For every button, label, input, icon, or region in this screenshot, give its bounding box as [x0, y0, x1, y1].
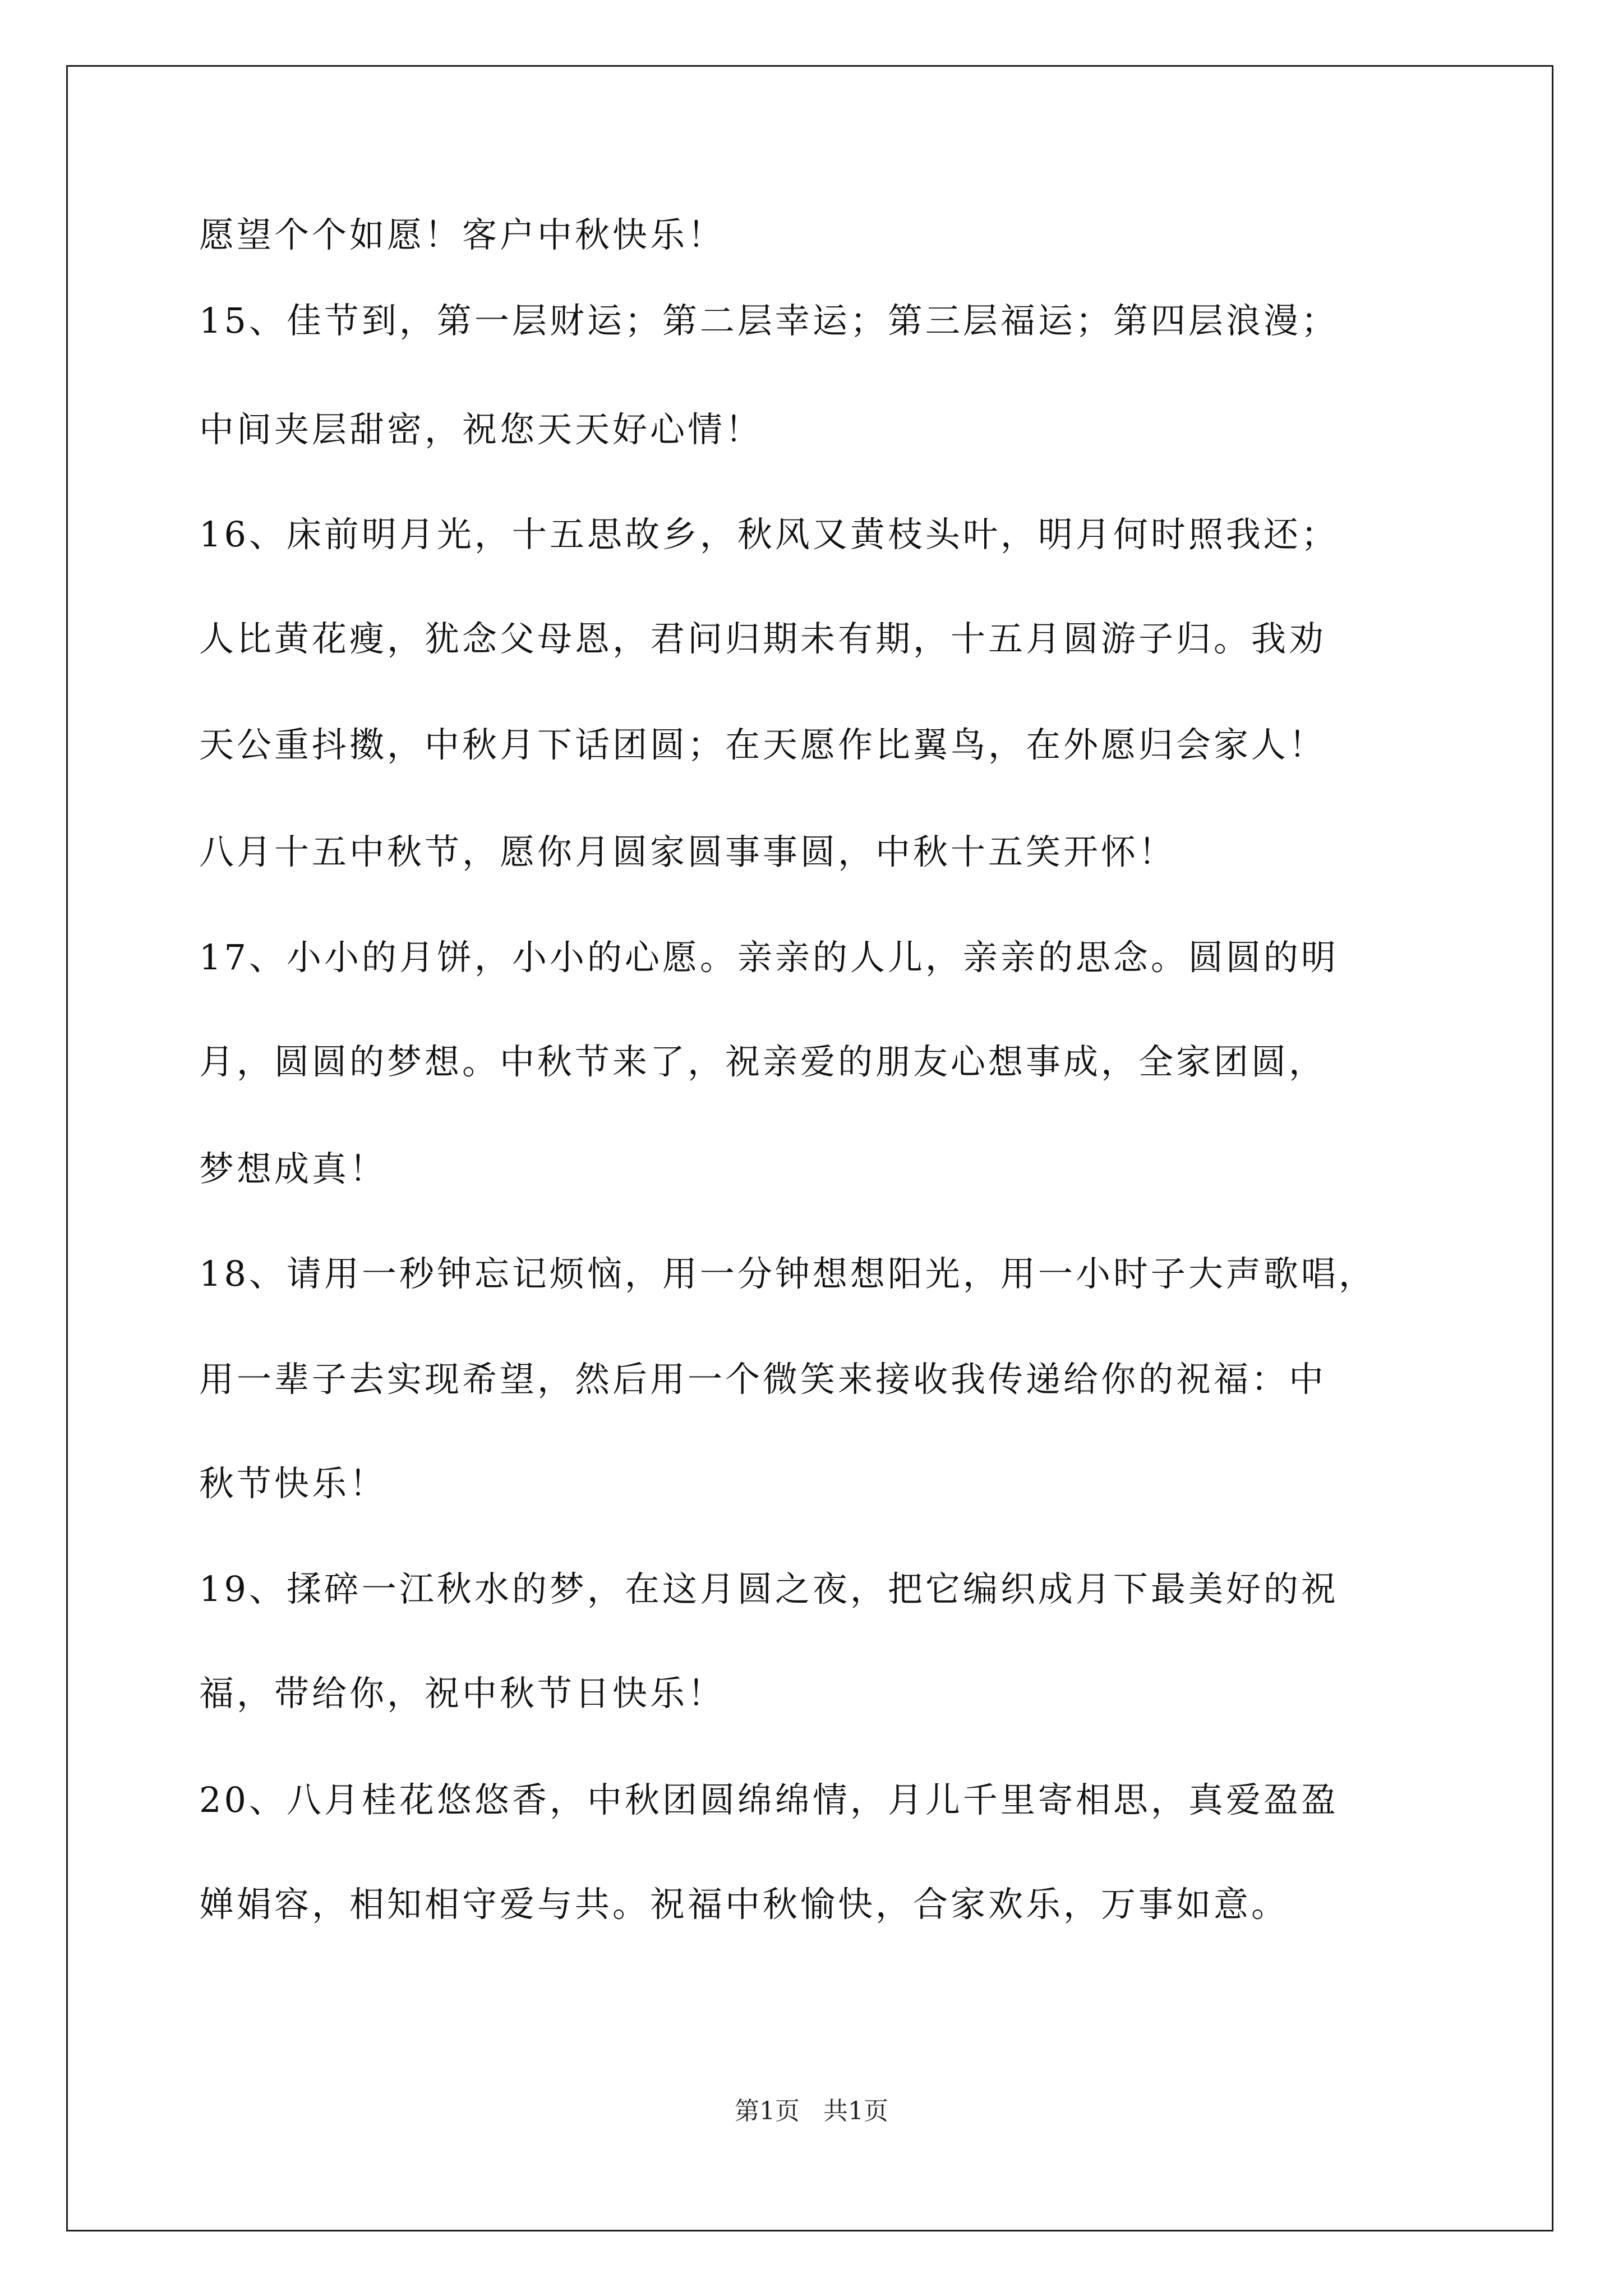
- text-line: 秋节快乐！: [199, 1463, 388, 1504]
- text-line: 16、床前明月光，十五思故乡，秋风又黄枝头叶，明月何时照我还；: [199, 514, 1339, 555]
- text-line: 婵娟容，相知相守爱与共。祝福中秋愉快，合家欢乐，万事如意。: [199, 1884, 1289, 1925]
- text-line: 18、请用一秒钟忘记烦恼，用一分钟想想阳光，用一小时子大声歌唱，: [199, 1253, 1376, 1294]
- text-line: 19、揉碎一江秋水的梦，在这月圆之夜，把它编织成月下最美好的祝: [199, 1568, 1339, 1609]
- text-line: 月，圆圆的梦想。中秋节来了，祝亲爱的朋友心想事成，全家团圆，: [199, 1041, 1327, 1082]
- page-number-footer: 第1页 共1页: [735, 2097, 888, 2125]
- text-line: 用一辈子去实现希望，然后用一个微笑来接收我传递给你的祝福：中: [199, 1359, 1327, 1400]
- text-line: 人比黄花瘦，犹念父母恩，君问归期未有期，十五月圆游子归。我劝: [199, 618, 1327, 659]
- text-line: 愿望个个如愿！客户中秋快乐！: [199, 214, 726, 255]
- text-line: 梦想成真！: [199, 1148, 388, 1189]
- text-line: 17、小小的月饼，小小的心愿。亲亲的人儿，亲亲的思念。圆圆的明: [199, 937, 1339, 978]
- text-line: 天公重抖擞，中秋月下话团圆；在天愿作比翼鸟，在外愿归会家人！: [199, 724, 1327, 765]
- text-line: 福，带给你，祝中秋节日快乐！: [199, 1673, 726, 1714]
- text-line: 八月十五中秋节，愿你月圆家圆事事圆，中秋十五笑开怀！: [199, 831, 1177, 872]
- text-line: 中间夹层甜密，祝您天天好心情！: [199, 409, 763, 450]
- text-line: 20、八月桂花悠悠香，中秋团圆绵绵情，月儿千里寄相思，真爱盈盈: [199, 1779, 1339, 1820]
- text-line: 15、佳节到，第一层财运；第二层幸运；第三层福运；第四层浪漫；: [199, 300, 1339, 341]
